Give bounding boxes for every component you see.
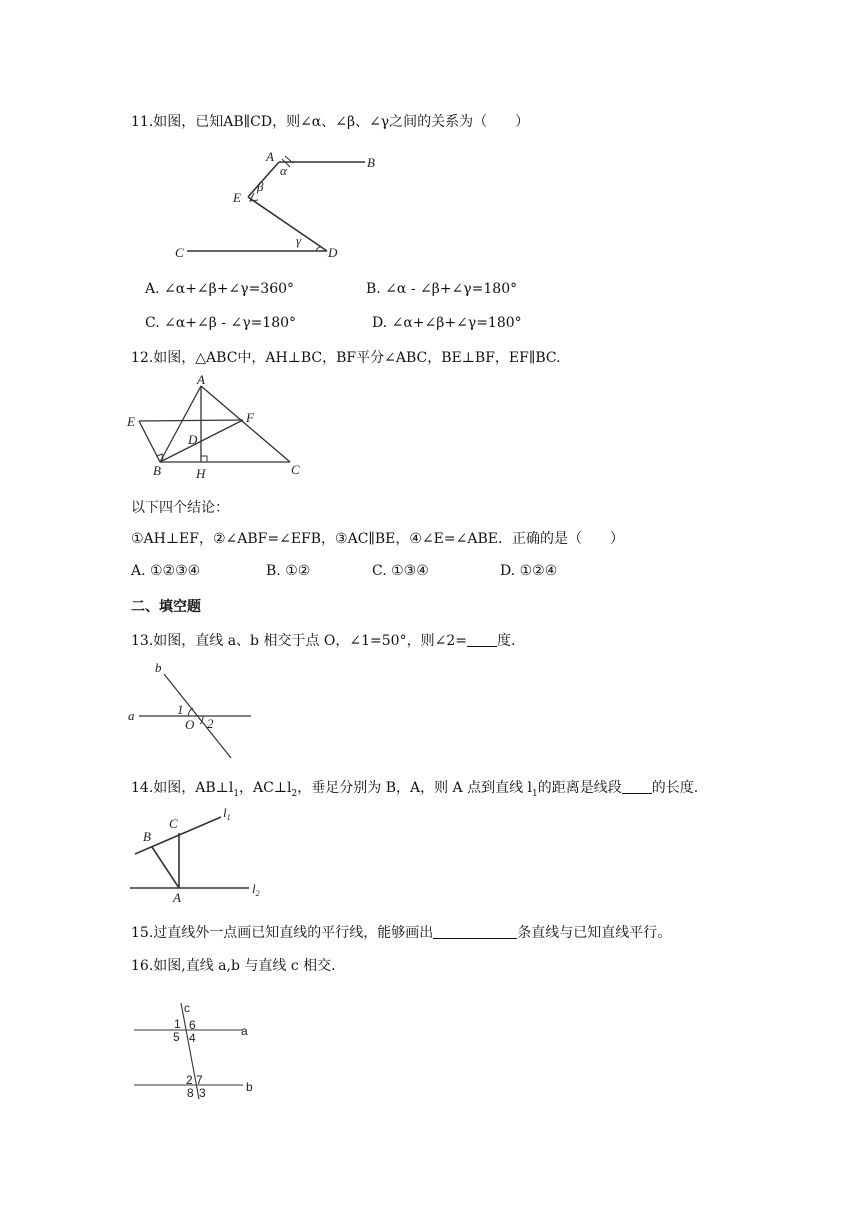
q12-label-D: D xyxy=(188,432,198,447)
q14-stem-part3: ，垂足分别为 B，A，则 A 点到直线 l xyxy=(297,780,533,796)
q11-option-d[interactable]: D. ∠α+∠β+∠γ=180° xyxy=(372,315,522,331)
q16-label-8: 8 xyxy=(187,1086,194,1100)
q14-stem-part2: ，AC⊥l xyxy=(239,780,292,796)
q12-label-B: B xyxy=(153,463,161,478)
q16-label-4: 4 xyxy=(189,1031,196,1045)
q12-label-E: E xyxy=(127,414,135,429)
q11-option-a[interactable]: A. ∠α+∠β+∠γ=360° xyxy=(145,281,295,297)
q12-label-F: F xyxy=(246,410,254,425)
q11-label-beta: β xyxy=(257,179,264,194)
q12-option-a[interactable]: A. ①②③④ xyxy=(131,563,201,579)
q15-stem xyxy=(131,922,671,942)
q12-label-A: A xyxy=(197,372,205,387)
q15-stem-pre: 15.过直线外一点画已知直线的平行线，能够画出 xyxy=(131,925,434,941)
q11-option-c[interactable]: C. ∠α+∠β - ∠γ=180° xyxy=(145,315,297,331)
q16-label-c: c xyxy=(184,1001,190,1015)
q13-label-a: a xyxy=(128,708,135,723)
q12-stem: 12.如图，△ABC中，AH⊥BC，BF平分∠ABC，BE⊥BF，EF∥BC. xyxy=(131,350,561,366)
q14-label-l2: $l_2$ xyxy=(252,881,260,898)
q13-label-b: b xyxy=(155,660,162,675)
q14-sub1: 1 xyxy=(233,788,240,799)
q14-stem-part1: 14.如图，AB⊥l xyxy=(131,780,234,796)
q11-label-gamma: γ xyxy=(296,233,302,248)
q12-option-c[interactable]: C. ①③④ xyxy=(372,563,429,579)
q14-label-l1: $l_1$ xyxy=(223,805,231,822)
q14-stem-part5: 的长度. xyxy=(651,780,699,796)
section-2-header: 二、填空题 xyxy=(131,599,201,615)
q14-label-A: A xyxy=(173,890,181,905)
q16-label-b: b xyxy=(246,1080,253,1094)
q11-stem: 11.如图，已知AB∥CD，则∠α、∠β、∠γ之间的关系为（ ） xyxy=(131,114,530,130)
q11-figure xyxy=(170,145,390,265)
q16-label-5: 5 xyxy=(173,1030,180,1044)
q13-label-2: 2 xyxy=(207,716,214,731)
q11-label-B: B xyxy=(367,155,375,170)
q14-label-C: C xyxy=(169,816,178,831)
q15-stem-post: 条直线与已知直线平行。 xyxy=(517,925,672,941)
q15-answer-blank[interactable] xyxy=(433,925,517,939)
q13-stem-post: 度. xyxy=(496,633,516,649)
q13-label-O: O xyxy=(185,717,195,732)
q12-option-d[interactable]: D. ①②④ xyxy=(500,563,558,579)
q14-stem-part4: 的距离是线段 xyxy=(537,780,622,796)
q11-label-D: D xyxy=(328,245,338,260)
q14-stem xyxy=(131,777,698,799)
q16-label-6: 6 xyxy=(189,1018,196,1032)
q11-label-A: A xyxy=(266,149,274,164)
q16-label-2: 2 xyxy=(186,1073,193,1087)
q11-label-alpha: α xyxy=(280,163,287,178)
q11-label-E: E xyxy=(233,190,241,205)
q14-sub3: 1 xyxy=(532,788,538,799)
q14-label-B: B xyxy=(143,829,151,844)
q12-label-C: C xyxy=(291,462,300,477)
q16-label-3: 3 xyxy=(199,1086,206,1100)
q11-label-C: C xyxy=(175,245,184,260)
q13-stem-pre: 13.如图，直线 a、b 相交于点 O，∠1=50°，则∠2= xyxy=(131,633,467,649)
q16-figure xyxy=(125,1000,260,1100)
q12-label-H: H xyxy=(196,466,206,481)
q16-label-1: 1 xyxy=(174,1017,181,1031)
q14-sub2: 2 xyxy=(291,788,298,799)
q13-label-1: 1 xyxy=(177,702,184,717)
q12-conclusions: ①AH⊥EF，②∠ABF=∠EFB，③AC∥BE，④∠E=∠ABE．正确的是（ ） xyxy=(131,531,624,547)
q16-label-a: a xyxy=(241,1024,248,1038)
q13-figure xyxy=(125,660,260,760)
q13-stem xyxy=(131,630,515,650)
q16-label-7: 7 xyxy=(196,1073,203,1087)
q14-figure xyxy=(125,803,270,903)
q12-option-b[interactable]: B. ①② xyxy=(266,563,311,579)
q14-answer-blank[interactable] xyxy=(622,780,652,794)
q11-option-b[interactable]: B. ∠α - ∠β+∠γ=180° xyxy=(366,281,518,297)
q12-figure xyxy=(125,372,300,482)
q16-stem: 16.如图,直线 a,b 与直线 c 相交. xyxy=(131,958,336,974)
q12-intro: 以下四个结论： xyxy=(131,500,229,516)
q13-answer-blank[interactable] xyxy=(467,633,497,647)
